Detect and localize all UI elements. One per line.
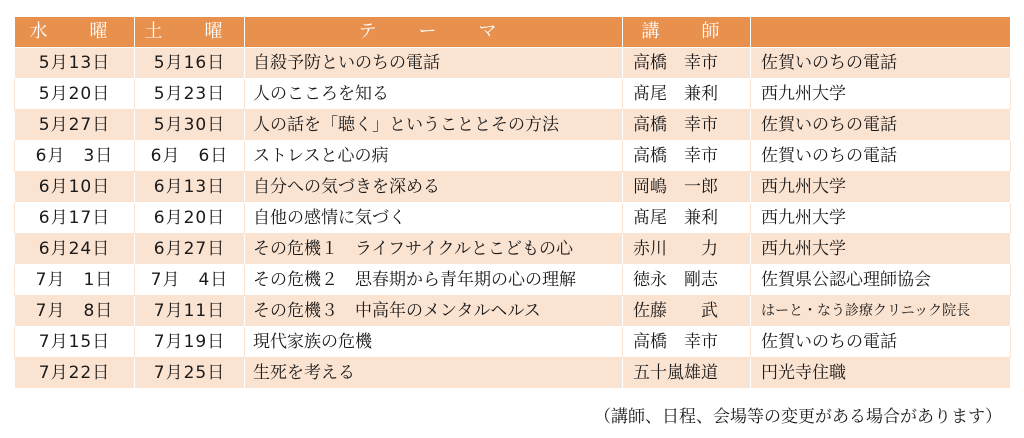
table-row	[15, 265, 1011, 296]
wednesday-date-cell: 7月 8日	[15, 296, 135, 327]
theme-cell: 自他の感情に気づく	[245, 203, 623, 234]
lecturer-cell: 高橋 幸市	[623, 141, 751, 172]
table-row	[15, 172, 1011, 203]
table-row	[15, 327, 1011, 358]
saturday-date-cell: 5月16日	[135, 48, 245, 79]
change-notice: （講師、日程、会場等の変更がある場合があります）	[594, 407, 1002, 427]
saturday-date-cell: 6月20日	[135, 203, 245, 234]
saturday-date-cell: 7月19日	[135, 327, 245, 358]
table-row	[15, 234, 1011, 265]
wednesday-date-cell: 5月13日	[15, 48, 135, 79]
wednesday-date-cell: 7月15日	[15, 327, 135, 358]
table-row	[15, 358, 1011, 389]
theme-cell: 人のこころを知る	[245, 79, 623, 110]
organization-cell: 西九州大学	[751, 79, 1011, 110]
organization-cell: 西九州大学	[751, 172, 1011, 203]
table-row	[15, 48, 1011, 79]
schedule-table	[14, 16, 1011, 389]
theme-cell: その危機１ ライフサイクルとこどもの心	[245, 234, 623, 265]
organization-cell: 佐賀いのちの電話	[751, 327, 1011, 358]
theme-cell: 自分への気づきを深める	[245, 172, 623, 203]
lecturer-cell: 岡嶋 一郎	[623, 172, 751, 203]
organization-cell: 佐賀いのちの電話	[751, 48, 1011, 79]
lecturer-cell: 高橋 幸市	[623, 110, 751, 141]
saturday-date-cell: 7月25日	[135, 358, 245, 389]
wednesday-date-cell: 7月 1日	[15, 265, 135, 296]
lecturer-cell: 徳永 剛志	[623, 265, 751, 296]
lecturer-cell: 高橋 幸市	[623, 48, 751, 79]
theme-cell: その危機２ 思春期から青年期の心の理解	[245, 265, 623, 296]
organization-cell: 西九州大学	[751, 234, 1011, 265]
theme-cell: 人の話を「聴く」ということとその方法	[245, 110, 623, 141]
lecturer-cell: 五十嵐雄道	[623, 358, 751, 389]
organization-cell: 西九州大学	[751, 203, 1011, 234]
lecturer-cell: 赤川 力	[623, 234, 751, 265]
organization-cell: 佐賀県公認心理師協会	[751, 265, 1011, 296]
wednesday-date-cell: 5月20日	[15, 79, 135, 110]
header-lecturer: 講 師	[623, 17, 751, 48]
wednesday-date-cell: 6月24日	[15, 234, 135, 265]
organization-cell: はーと・なう診療クリニック院長	[751, 296, 1011, 327]
lecturer-cell: 高橋 幸市	[623, 327, 751, 358]
lecturer-cell: 佐藤 武	[623, 296, 751, 327]
lecturer-cell: 髙尾 兼利	[623, 79, 751, 110]
header-saturday: 土 曜	[135, 17, 245, 48]
theme-cell: その危機３ 中高年のメンタルヘルス	[245, 296, 623, 327]
saturday-date-cell: 6月 6日	[135, 141, 245, 172]
table-row	[15, 141, 1011, 172]
theme-cell: 自殺予防といのちの電話	[245, 48, 623, 79]
wednesday-date-cell: 7月22日	[15, 358, 135, 389]
wednesday-date-cell: 5月27日	[15, 110, 135, 141]
saturday-date-cell: 5月30日	[135, 110, 245, 141]
saturday-date-cell: 7月11日	[135, 296, 245, 327]
table-row	[15, 296, 1011, 327]
saturday-date-cell: 7月 4日	[135, 265, 245, 296]
theme-cell: ストレスと心の病	[245, 141, 623, 172]
schedule-body	[15, 48, 1011, 389]
header-wednesday: 水 曜	[15, 17, 135, 48]
wednesday-date-cell: 6月 3日	[15, 141, 135, 172]
lecturer-cell: 髙尾 兼利	[623, 203, 751, 234]
table-row	[15, 79, 1011, 110]
table-row	[15, 110, 1011, 141]
organization-cell: 佐賀いのちの電話	[751, 110, 1011, 141]
organization-cell: 佐賀いのちの電話	[751, 141, 1011, 172]
saturday-date-cell: 6月13日	[135, 172, 245, 203]
wednesday-date-cell: 6月17日	[15, 203, 135, 234]
wednesday-date-cell: 6月10日	[15, 172, 135, 203]
theme-cell: 現代家族の危機	[245, 327, 623, 358]
saturday-date-cell: 5月23日	[135, 79, 245, 110]
header-row	[15, 17, 1011, 48]
header-theme: テ ー マ	[245, 17, 623, 48]
saturday-date-cell: 6月27日	[135, 234, 245, 265]
table-row	[15, 203, 1011, 234]
organization-cell: 円光寺住職	[751, 358, 1011, 389]
theme-cell: 生死を考える	[245, 358, 623, 389]
header-organization	[751, 17, 1011, 48]
